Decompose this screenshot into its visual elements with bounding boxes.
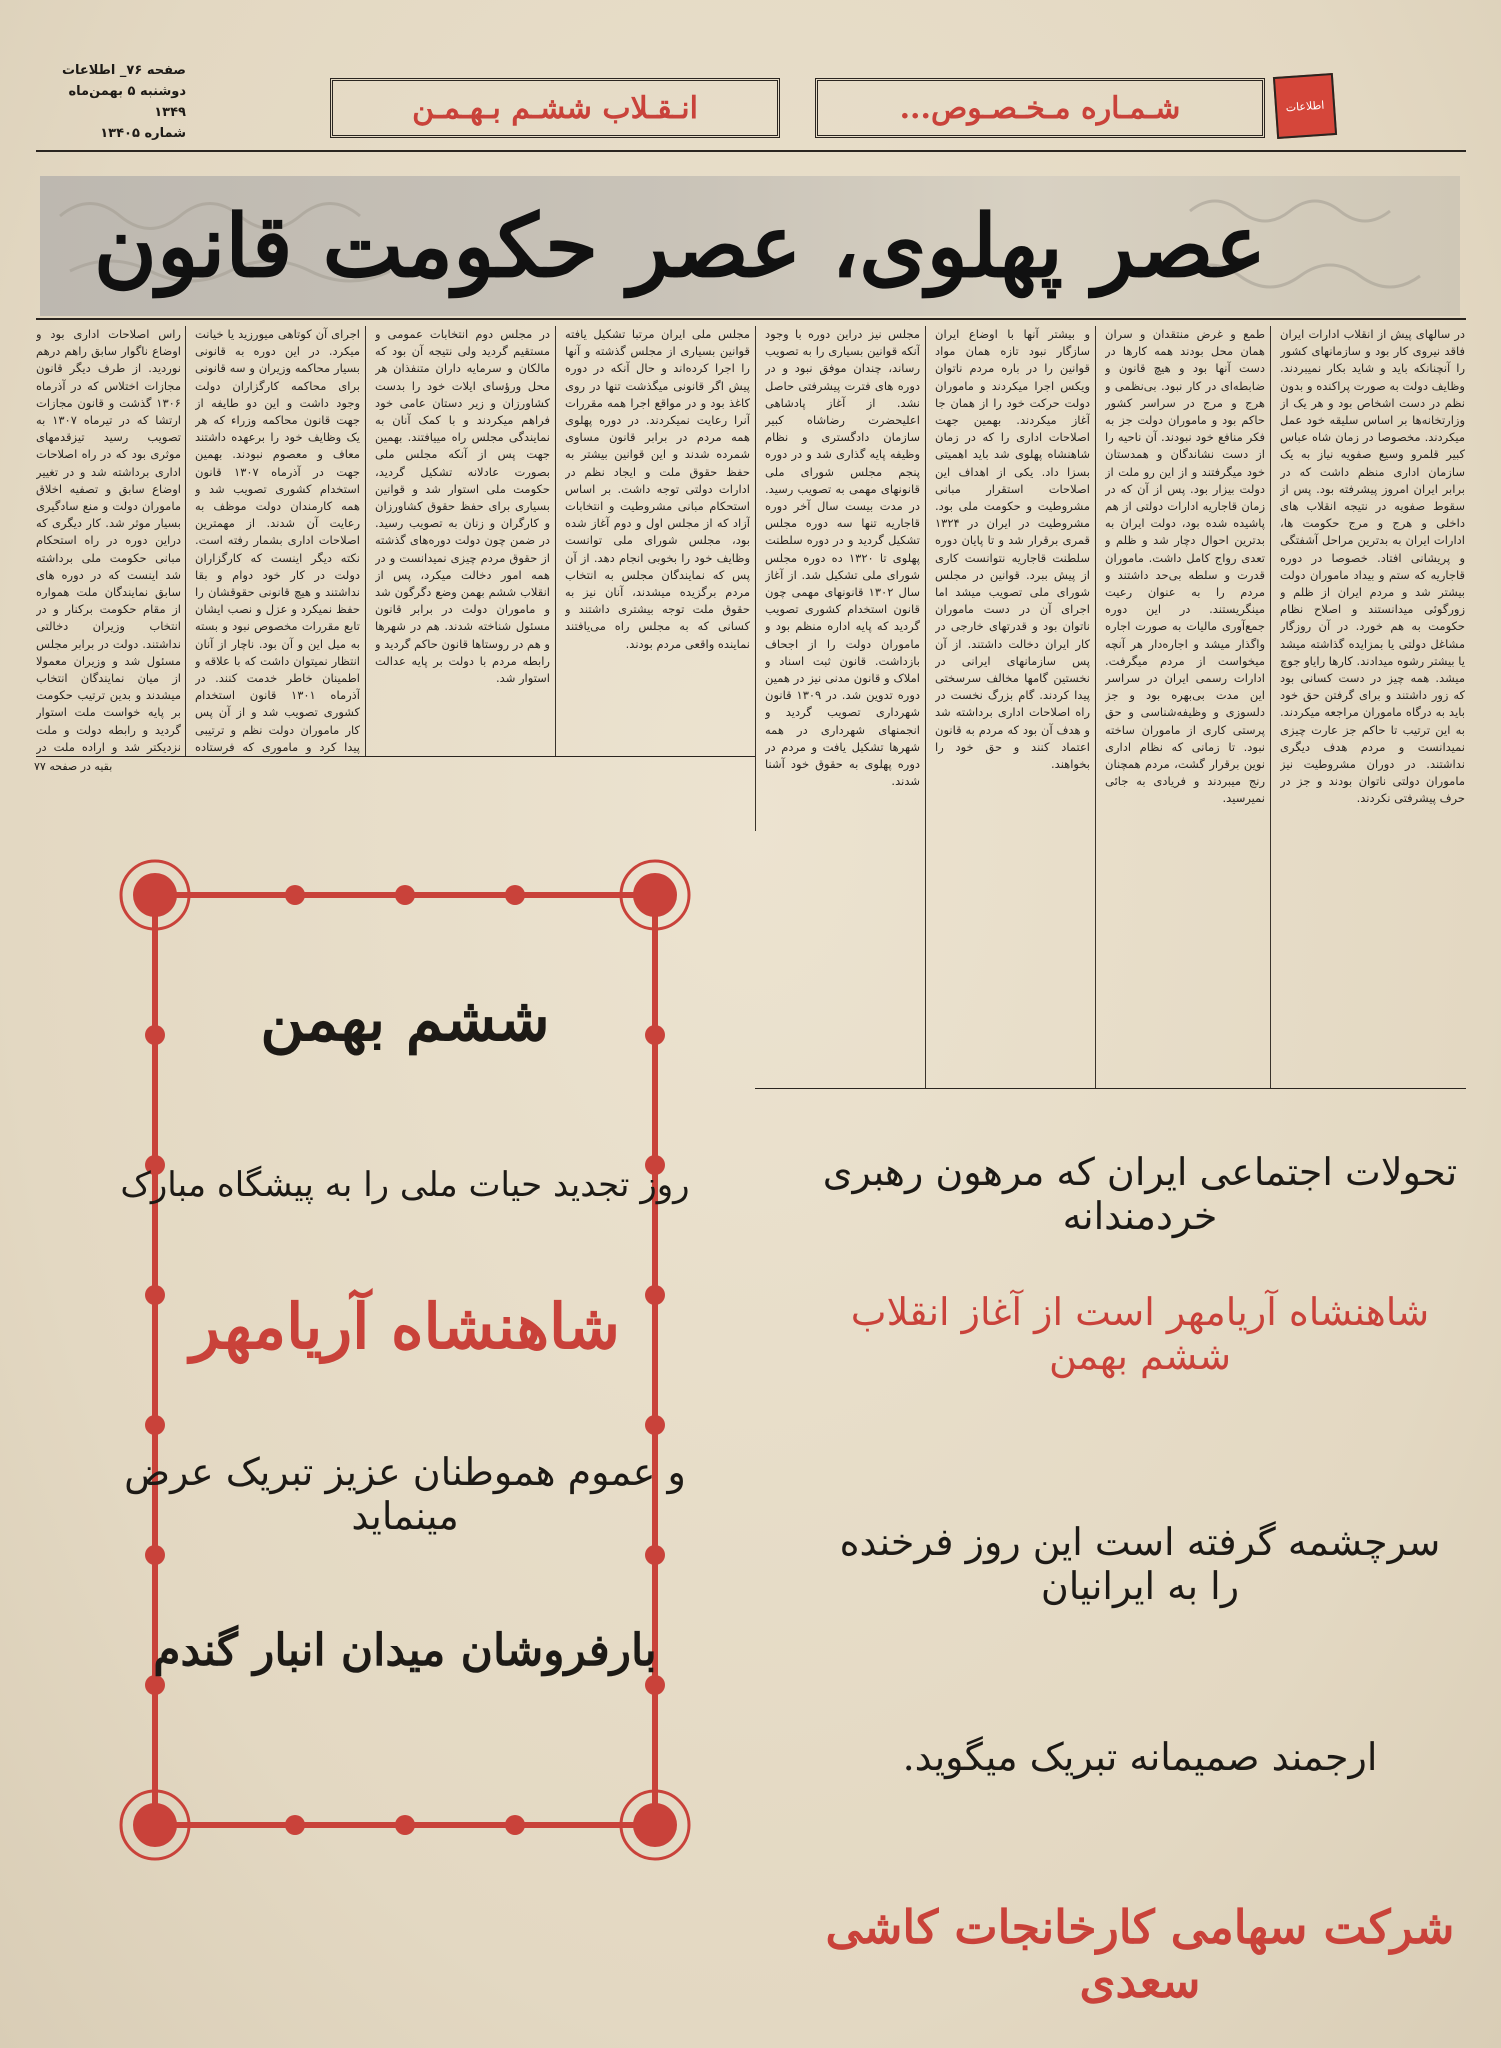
article-column-4 [765,326,920,831]
column-divider [185,326,186,756]
column-text: در مجلس دوم انتخابات عمومی و مستقیم گردید ولی نتیجه آن بود که مالکان و سرمایه داران متنفذان هر محل ورؤسای ایلات خود را بدست کشاورزان و زیر دستان عامی خود فراهم میکردند و با کمک آنان به نمایندگی مجلس راه مییافتند. بهمین جهت پس از آنکه مجلس ملی بصورت عادلانه تشکیل گردید، حکومت ملی استوار شد و قوانین بسیاری برای حفظ حقوق کشاورزان و کارگران و زنان به تصویب رسید. در ضمن چون دولت دوره‌های گذشته از حقوق مردم چیزی نمیدانست و در همه امور دخالت میکرد، پس از انقلاب ششم بهمن وضع دگرگون شد و ماموران دولت در برابر قانون مسئول شناخته شدند. هم در شهرها و هم در روستاها قانون حاکم گردید و رابطه مردم با دولت بر پایه عدالت استوار شد. [375,327,550,686]
ad-right-line4: ارجمند صمیمانه تبریک میگوید. [902,1735,1378,1779]
columns-bottom-rule [36,756,755,757]
ad-left-honoree: شاهنشاه آریامهر [190,1290,620,1363]
column-divider [925,326,926,1088]
ad-right-line3: سرچشمه گرفته است این روز فرخنده را به ایرانیان [839,1520,1441,1608]
column-divider [365,326,366,756]
page-number: صفحه ۷۶_ اطلاعات [61,63,186,78]
column-text: در سالهای پیش از انقلاب ادارات ایران فاقد نیروی کار بود و سازمانهای کشور را آنچنانکه باید و شاید بکار نمیبردند. وظایف دولت به صورت پراکنده و بدون نظم در دست اشخاص بود و هر یک از وزارتخانه‌ها بر اساس سلیقه خود عمل میکردند. مخصوصا در زمان شاه عباس کبیر قلمرو وسیع صفویه نیاز به یک سازمان اداری منظم داشت که در برابر ایران امروز پیشرفته بود. پس از سقوط صفویه در نتیجه انقلاب های داخلی و هرج و مرج حکومت ها، ادارات ایران به بدترین مراحل آشفتگی و پریشانی افتاد. خصوصا در دوره قاجاریه که ستم و بیداد ماموران دولت بیشتر شد و مردم ایران از ظلم و زورگوئی میدانستند و اصلاح نظام حکومت به هم خورد. در آن روزگار مشاغل دولتی یا بمزایده گذاشته میشد یا بیشتر رشوه میدادند. کارها رایاو جوچ میشد. همه چیز در دست کسانی بود که زور داشتند و برای گرفتن حق خود باید به درگاه ماموران مراجعه میکردند. به این ترتیب تا حاکم جز عارت چیزی نمیدانست و مردم هدف دیگری نداشتند. در دوران مشروطیت نیز ماموران دولتی ناتوان بودند و جز در حرف پیشرفتی نکردند. [1280,327,1465,806]
columns-bottom-rule [755,1088,1466,1089]
article-column-6 [375,326,550,756]
column-text: طمع و غرض منتقدان و سران همان محل بودند همه کارها در دست آنها بود و هیچ قانون و ضابطه‌ای در کار نبود. بی‌نظمی و هرج و مرج در سراسر کشور حاکم بود و ماموران دولت جز به فکر منافع خود نبودند. آن ناحیه را از دست نشاندگان و همدستان خود میگرفتند و از این رو ملت از دولت بیزار بود. پس از آن که در زمان قاجاریه ادارات دولتی از هم پاشیده شده بود، دولت ایران به بدترین احوال دچار شد و ظلم و تعدی رواج کامل داشت. ماموران قدرت و سلطه بی‌حد داشتند و مردم را به عنوان رعیت مینگریستند. در این دوره جمع‌آوری مالیات به صورت اجاره واگذار میشد و اجاره‌دار هر آنچه میخواست از مردم میگرفت. ادارات رسمی ایران در سراسر این مدت بی‌بهره بود و جز دلسوزی و وظیفه‌شناسی و حق پرستی کاری از ماموران ساخته نبود. تا زمانی که نظام اداری نوین برقرار گشت، مردم همچنان رنج میبردند و فریادی به جائی نمیرسید. [1105,327,1265,806]
column-divider [1270,326,1271,1088]
column-text: مجلس ملی ایران مرتبا تشکیل یافته قوانین بسیاری از مجلس گذشته و آنها را اجرا کرده‌اند و حال آنکه در دوره پیش اگر قانونی میگذشت تنها در روی کاغذ بود و در مواقع اجرا همه مقررات آنرا رعایت نمیکردند. در دوره پهلوی همه مردم در برابر قانون مساوی شمرده شدند و این قوانین بیشتر به حفظ حقوق ملت و ایجاد نظم در ادارات دولتی توجه داشت. بر اساس استحکام مبانی مشروطیت و انتخابات آزاد که از مجلس اول و دوم آغاز شده بود، مجلس شورای ملی توانست وظایف خود را بخوبی انجام دهد. از آن پس که نمایندگان مجلس به انتخاب مردم برگزیده میشدند، آنان نیز به حقوق ملت توجه بیشتری داشتند و کسانی که به مجلس راه می‌یافتند نماینده واقعی مردم بودند. [565,327,750,651]
article-column-2 [1105,326,1265,1088]
ad-right-sponsor: شرکت سهامی کارخانجات کاشی سعدی [825,1900,1455,2008]
column-text: مجلس نیز دراین دوره با وجود آنکه قوانین بسیاری را به تصویب رساند، چندان موفق نبود و در دوره های فترت پیشرفتی حاصل نشد. از آغاز پادشاهی اعلیحضرت رضاشاه کبیر سازمان دادگستری و نظام وظیفه پایه گذاری شد و در دوره پنجم مجلس شورای ملی قانونهای مهمی به تصویب رسید. در مدت بیست سال آخر دوره قاجاریه تنها سه دوره مجلس تشکیل گردید و در دوره سلطنت پهلوی تا ۱۳۲۰ ده دوره مجلس شورای ملی تشکیل شد. از آغاز سال ۱۳۰۲ قانونهای مهمی چون قانون استخدام کشوری تصویب گردید که پایه اداره منظم بود و ماموران دولت را از اجحاف بازداشت. قانون ثبت اسناد و املاک و قانون مدنی نیز در همین دوره تدوین شد. در ۱۳۰۹ قانون شهرداری تصویب گردید و انجمنهای شهرداری در همه شهرها تشکیل یافت و مردم در دوره پهلوی به حقوق خود آشنا شدند. [765,327,920,789]
column-divider [755,326,756,831]
article-column-5 [565,326,750,756]
left-advertisement [30,770,790,2048]
column-divider [1095,326,1096,1088]
ad-right-line2: شاهنشاه آریامهر است از آغاز انقلاب ششم بهمن [850,1290,1430,1378]
page-info-block [36,60,186,144]
article-column-3 [935,326,1090,1088]
article-column-1 [1280,326,1465,1088]
column-text: اجرای آن کوتاهی میورزید یا خیانت میکرد. در این دوره به قانونی بسیار محاکمه وزیران و سه قانونی برای محاکمه کارگزاران دولت وجود داشت و این دو طایفه از جهت قانون محاکمه وزراء که هر یک وظایف خود را برعهده داشتند معاف و معصوم نبودند. بهمین جهت در آذرماه ۱۳۰۷ قانون استخدام کشوری تصویب شد و همه کارمندان دولت موظف به رعایت آن شدند. از مهمترین اصلاحات اداری بشمار رفته است. نکته دیگر اینست که کارگزاران دولت در کار خود دوام و بقا نداشتند و هیچ قانونی حقوقشان را حفظ نمیکرد و عزل و نصب ایشان تابع مقررات مخصوص نبود و بسته به میل این و آن بود. ناچار از آنان انتظار نمیتوان داشت که با علاقه و اطمینان خاطر خدمت کنند. در آذرماه ۱۳۰۱ قانون استخدام کشوری تصویب شد و از آن پس کار ماموران دولت نظم و ترتیبی پیدا کرد و ماموری که فرستاده [195,327,360,754]
continuation-note: بقیه در صفحه ۷۷ [34,760,113,773]
ad-right-line1: تحولات اجتماعی ایران که مرهون رهبری خردمندانه [822,1150,1458,1238]
masthead-divider [36,150,1466,152]
main-headline: عصر پهلوی، عصر حکومت قانون [93,196,1267,297]
logo-text: اطلاعات [1285,98,1325,114]
special-issue-banner: شـمـاره مـخـصـوص... [815,78,1265,138]
issue-date: دوشنبه ۵ بهمن‌ماه ۱۳۴۹ [68,84,186,120]
column-text: راس اصلاحات اداری بود و اوضاع ناگوار سابق راهم درهم نوردید. از طرف دیگر قانون مجازات اختلاس که در آذرماه ۱۳۰۶ گذشت و قانون مجازات ارتشا که در تیرماه ۱۳۰۷ به تصویب رسید تیزقدمهای موثری بود که در راه اصلاحات اداری برداشته شد و در تغییر اوضاع سابق و تصفیه اخلاق ماموران دولت و منع سادگیری بسیار موثر شد. کار دیگری که دراین دوره در راه استحکام مبانی حکومت ملی برداشته شد اینست که در دوره های سابق نمایندگان ملت همواره از مقام حکومت برکنار و در انتخاب وزیران دخالتی نداشتند. دولت در برابر مجلس مسئول شد و وزیران معمولا از میان نمایندگان انتخاب میشدند و بدین ترتیب حکومت بر پایه خواست ملت استوار گردید و رابطه دولت و ملت نزدیکتر شد و اراده ملت در [36,327,181,754]
ad-left-title: ششم بهمن [260,985,550,1055]
ad-left-line1: روز تجدید حیات ملی را به پیشگاه مبارک [120,1165,690,1205]
column-divider [555,326,556,756]
ad-left-sponsor: بارفروشان میدان انبار گندم [153,1625,657,1676]
revolution-banner: انـقـلاب ششـم بـهـمـن [330,78,780,138]
article-column-7 [195,326,360,756]
headline-divider [36,318,1466,320]
issue-number: شماره ۱۳۴۰۵ [100,126,186,141]
newspaper-logo-icon [1273,73,1337,139]
ad-left-line2: و عموم هموطنان عزیز تبریک عرض مینماید [124,1450,686,1538]
article-column-8 [36,326,181,756]
column-text: و بیشتر آنها با اوضاع ایران سازگار نبود تازه همان مواد قوانین را در باره مردم ناتوان ویکس اجرا میکردند و ماموران دولت حرکت خود را از همان جا آغاز میکردند. بهمین جهت اصلاحات اداری را که در زمان شاهنشاه پهلوی شد باید اهمیتی بسزا داد. یکی از اهداف این اصلاحات استقرار مبانی مشروطیت و حکومت ملی بود. مشروطیت در ایران در ۱۳۲۴ قمری برقرار شد و تا پایان دوره سلطنت قاجاریه نتوانست کاری از پیش ببرد. قوانین در مجلس شورای ملی تصویب میشد اما اجرای آن در دست ماموران ناتوان بود و قدرتهای خارجی در کار ایران دخالت داشتند. از آن پس سازمانهای ایرانی در نخستین گامها مخالف سرسختی پیدا کردند. گام بزرگ نخست در راه اصلاحات اداری برداشته شد و هدف آن بود که مردم به قانون اعتماد کنند و حق خود را بخواهند. [935,327,1090,772]
